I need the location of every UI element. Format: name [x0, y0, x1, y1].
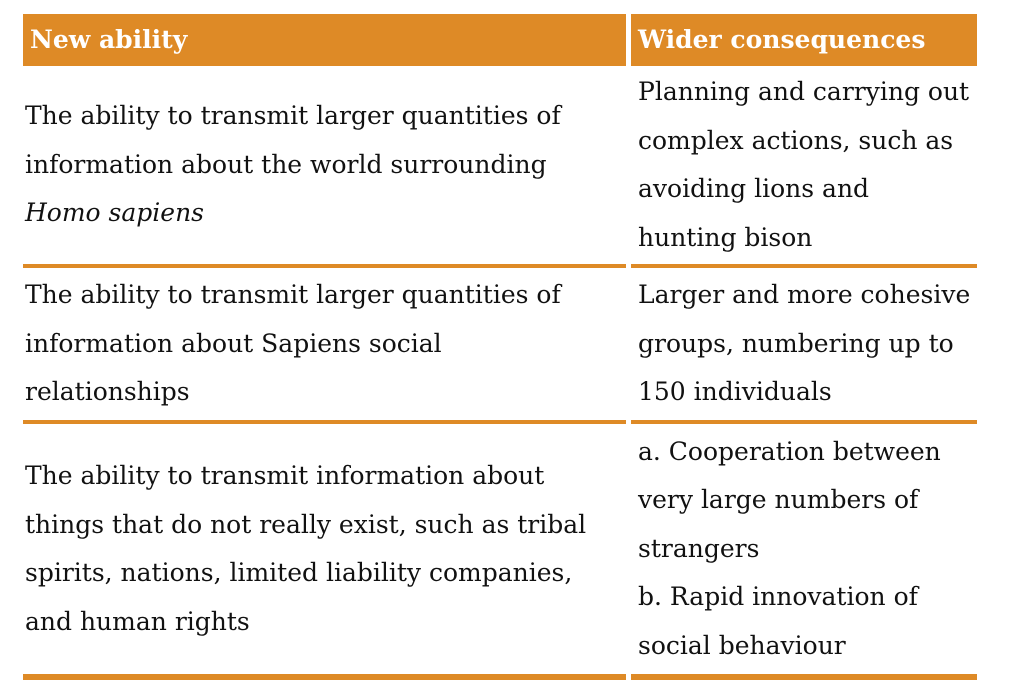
ability-line: The ability to transmit information about — [25, 461, 545, 490]
comparison-table — [23, 14, 977, 680]
consequence-cell — [631, 268, 977, 420]
consequence-cell — [631, 66, 977, 264]
ability-line: information about Sapiens social — [25, 328, 442, 358]
table-row — [23, 424, 977, 674]
ability-line: The ability to transmit larger quantities of — [25, 101, 561, 131]
consequence-cell — [631, 424, 977, 674]
ability-line: information about the world surrounding — [25, 149, 547, 179]
header-new-ability: New ability — [23, 14, 626, 66]
consequence-line: Larger and more cohesive — [638, 280, 971, 310]
header-wider-consequences: Wider consequences — [631, 14, 977, 66]
ability-line: relationships — [25, 377, 190, 407]
consequence-line: a. Cooperation between — [638, 436, 941, 466]
consequence-line: complex actions, such as — [638, 125, 954, 155]
ability-line: things that do not really exist, such as tribal — [25, 509, 587, 539]
table-row — [23, 268, 977, 420]
consequence-line: strangers — [638, 533, 760, 563]
ability-cell — [23, 66, 626, 264]
consequence-line: very large numbers of — [638, 485, 919, 515]
ability-cell — [23, 424, 626, 674]
ability-line: and human rights — [25, 606, 250, 636]
ability-cell — [23, 268, 626, 420]
consequence-line: hunting bison — [638, 222, 813, 252]
consequence-line: social behaviour — [638, 630, 846, 660]
consequence-line: groups, numbering up to — [638, 328, 954, 358]
consequence-line: Planning and carrying out — [638, 77, 970, 106]
table-bottom-rule — [23, 674, 977, 680]
consequence-line: 150 individuals — [638, 377, 832, 407]
table-row — [23, 66, 977, 264]
ability-line: The ability to transmit larger quantities of — [25, 280, 561, 310]
consequence-line: avoiding lions and — [638, 174, 870, 203]
table-header-row — [23, 14, 977, 66]
ability-line: spirits, nations, limited liability companies, — [25, 558, 573, 587]
ability-line-species: Homo sapiens — [25, 198, 205, 228]
consequence-line: b. Rapid innovation of — [638, 582, 918, 612]
